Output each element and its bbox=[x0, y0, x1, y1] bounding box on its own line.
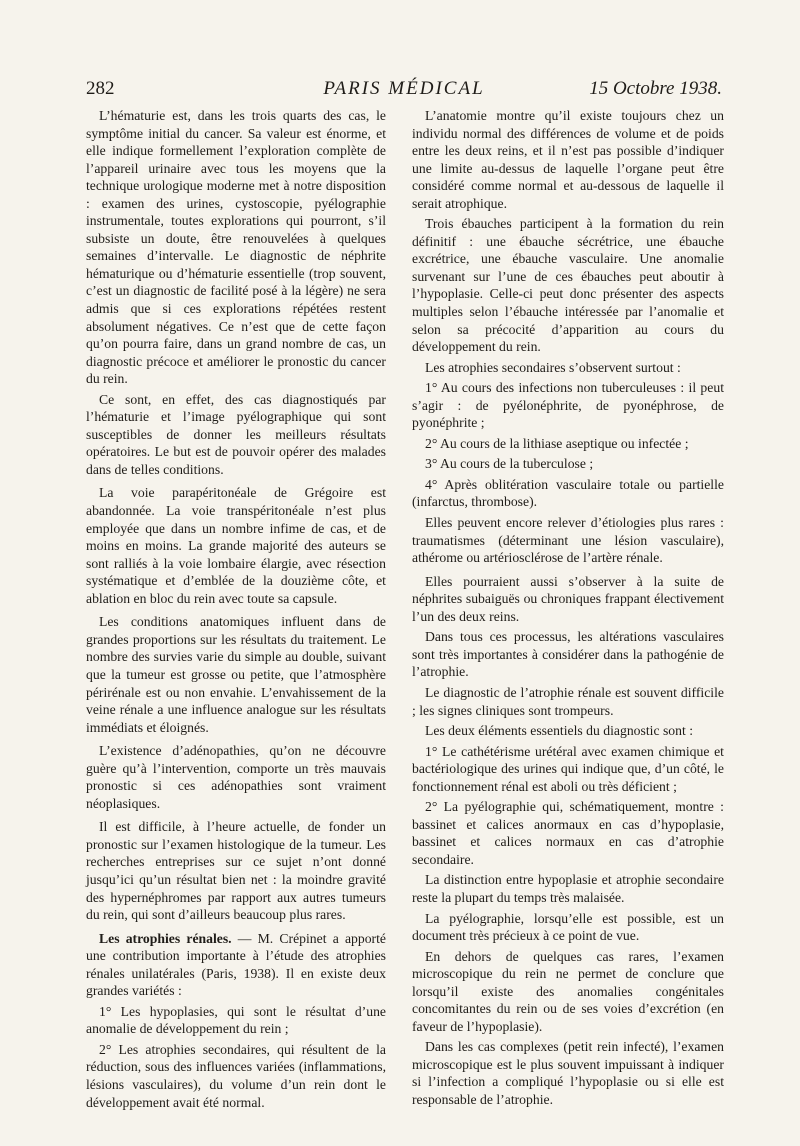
paragraph: Elles peuvent encore relever d’étiologies plus rares : traumatismes (déterminant une lésion vasculaire), athérome ou artériosclérose de l’artère rénale. bbox=[412, 515, 724, 566]
paragraph: La pyélographie, lorsqu’elle est possible, est un document très précieux à ce point de vue. bbox=[412, 910, 724, 944]
paragraph: En dehors de quelques cas rares, l’examen microscopique du rein ne permet de conclure que lorsqu’il existe des anomalies congénitales concomitantes du rein ou de ses voies d’excrétion (en faveur de l’hypoplasie). bbox=[412, 948, 724, 1034]
paragraph: Ce sont, en effet, des cas diagnostiqués par l’hématurie et l’image pyélographique qui sont susceptibles de donner les meilleurs résultats opératoires. Le but est de pouvoir opérer des malades dans de telles conditions. bbox=[86, 391, 386, 477]
list-item: 2° Les atrophies secondaires, qui résultent de la réduction, sous des influences variées (inflammations, lésions vasculaires), du volume d’un rein dont le développement avait été normal. bbox=[86, 1041, 386, 1110]
paragraph: Trois ébauches participent à la formation du rein définitif : une ébauche sécrétrice, une ébauche excrétrice, une ébauche vasculaire. Une anomalie survenant sur l’une de ces ébauches peut aboutir à l’hypoplasie. Celle-ci peut donc présenter des aspects multiples selon l’ébauche intéressée par l’anomalie et selon sa précocité d’apparition au cours du développement du rein. bbox=[412, 216, 724, 355]
journal-title: PARIS MÉDICAL bbox=[323, 78, 485, 99]
list-item: 4° Après oblitération vasculaire totale ou partielle (infarctus, thrombose). bbox=[412, 476, 724, 510]
list-item: 3° Au cours de la tuberculose ; bbox=[425, 456, 594, 472]
page-number: 282 bbox=[86, 78, 115, 99]
list-item: 1° Au cours des infections non tuberculeuses : il peut s’agir : de pyélonéphrite, de pyonéphrose, de pyonéphrite ; bbox=[412, 380, 724, 431]
section-paragraph bbox=[86, 930, 386, 1000]
paragraph: Les conditions anatomiques influent dans de grandes proportions sur les résultats du traitement. Le nombre des survies varie du simple au double, suivant que la tumeur est grosse ou petite, que l’atmosphère périrénale est ou non envahie. L’envahissement de la veine rénale a une influence analogue sur les résultats immédiats et éloignés. bbox=[86, 614, 386, 735]
paragraph: Les deux éléments essentiels du diagnostic sont : bbox=[425, 723, 693, 739]
paragraph: L’hématurie est, dans les trois quarts des cas, le symptôme initial du cancer. Sa valeur est énorme, et elle indique formellement l’exploration complète de l’appareil urinaire avec tous les moyens que la technique urologique moderne met à notre disposition : examen des urines, cystoscopie, pyélographie instrumentale, toutes explorations qui pourront, s’il subsiste un doute, être renouvelées à quelques semaines d’intervalle. Le diagnostic de néphrite hématurique ou d’hématurie essentielle (trop souvent, c’est un diagnostic de facilité posé à la légère) ne sera admis que si ces explorations répétées restent absolument négatives. Ce n’est que de cette façon qu’on pourra faire, dans un grand nombre de cas, un diagnostic précoce et améliorer le pronostic du cancer du rein. bbox=[86, 108, 386, 387]
paragraph: L’anatomie montre qu’il existe toujours chez un individu normal des différences de volume et de poids entre les deux reins, et il n’est pas possible d’indiquer une limite au-dessus de laquelle l’organe peut être considéré comme normal et au-dessous de laquelle il serait atrophique. bbox=[412, 108, 724, 211]
paragraph: Dans les cas complexes (petit rein infecté), l’examen microscopique est le plus souvent impuissant à indiquer si l’infection a compliqué l’hypoplasie ou si elle est responsable de l’atrophie. bbox=[412, 1039, 724, 1107]
paragraph: La distinction entre hypoplasie et atrophie secondaire reste la plupart du temps très malaisée. bbox=[412, 872, 724, 905]
list-item: 2° Au cours de la lithiase aseptique ou infectée ; bbox=[425, 435, 689, 451]
paragraph: L’existence d’adénopathies, qu’on ne découvre guère qu’à l’intervention, comporte un très mauvais pronostic si ces adénopathies sont vraiment néoplasiques. bbox=[86, 743, 386, 811]
issue-date: 15 Octobre 1938. bbox=[589, 78, 722, 99]
section-heading: Les atrophies rénales. bbox=[99, 930, 232, 946]
paragraph: Il est difficile, à l’heure actuelle, de fonder un pronostic sur l’examen histologique de la tumeur. Les recherches entreprises sur ce sujet n’ont donné jusqu’ici qu’un résultat bien net : la moindre gravité des hypernéphromes par rapport aux autres tumeurs du rein, qui sont d’ailleurs beaucoup plus rares. bbox=[86, 819, 386, 923]
paragraph: Les atrophies secondaires s’observent surtout : bbox=[425, 359, 681, 375]
running-header bbox=[86, 76, 722, 106]
paragraph: Elles pourraient aussi s’observer à la suite de néphrites subaiguës ou chroniques frappant électivement l’un des deux reins. bbox=[412, 573, 724, 624]
left-column bbox=[86, 107, 386, 1114]
list-item: 1° Les hypoplasies, qui sont le résultat d’une anomalie de développement du rein ; bbox=[86, 1003, 386, 1037]
paragraph: Dans tous ces processus, les altérations vasculaires sont très importantes à considérer dans la pathogénie de l’atrophie. bbox=[412, 629, 724, 680]
section-text: — M. Crépinet a apporté une contribution importante à l’étude des atrophies rénales unilatérales (Paris, 1938). Il en existe deux grandes variétés : bbox=[86, 930, 386, 999]
list-item: 2° La pyélographie qui, schématiquement, montre : bassinet et calices anormaux en cas d’hypoplasie, bassinet et calices normaux en cas d’atrophie secondaire. bbox=[412, 799, 724, 867]
list-item: 1° Le cathétérisme urétéral avec examen chimique et bactériologique des urines qui indique que, d’un côté, le fonctionnement rénal est aboli ou très déficient ; bbox=[412, 743, 724, 794]
paragraph: Le diagnostic de l’atrophie rénale est souvent difficile ; les signes cliniques sont trompeurs. bbox=[412, 684, 724, 718]
right-column bbox=[412, 107, 724, 1112]
paragraph: La voie parapéritonéale de Grégoire est abandonnée. La voie transpéritonéale n’est plus employée que dans un nombre infime de cas, et de moins en moins. La grande majorité des auteurs se sont ralliés à la voie lombaire élargie, avec résection systématique et d’emblée de la douzième côte, et ablation en bloc du rein avec toute sa capsule. bbox=[86, 485, 386, 606]
